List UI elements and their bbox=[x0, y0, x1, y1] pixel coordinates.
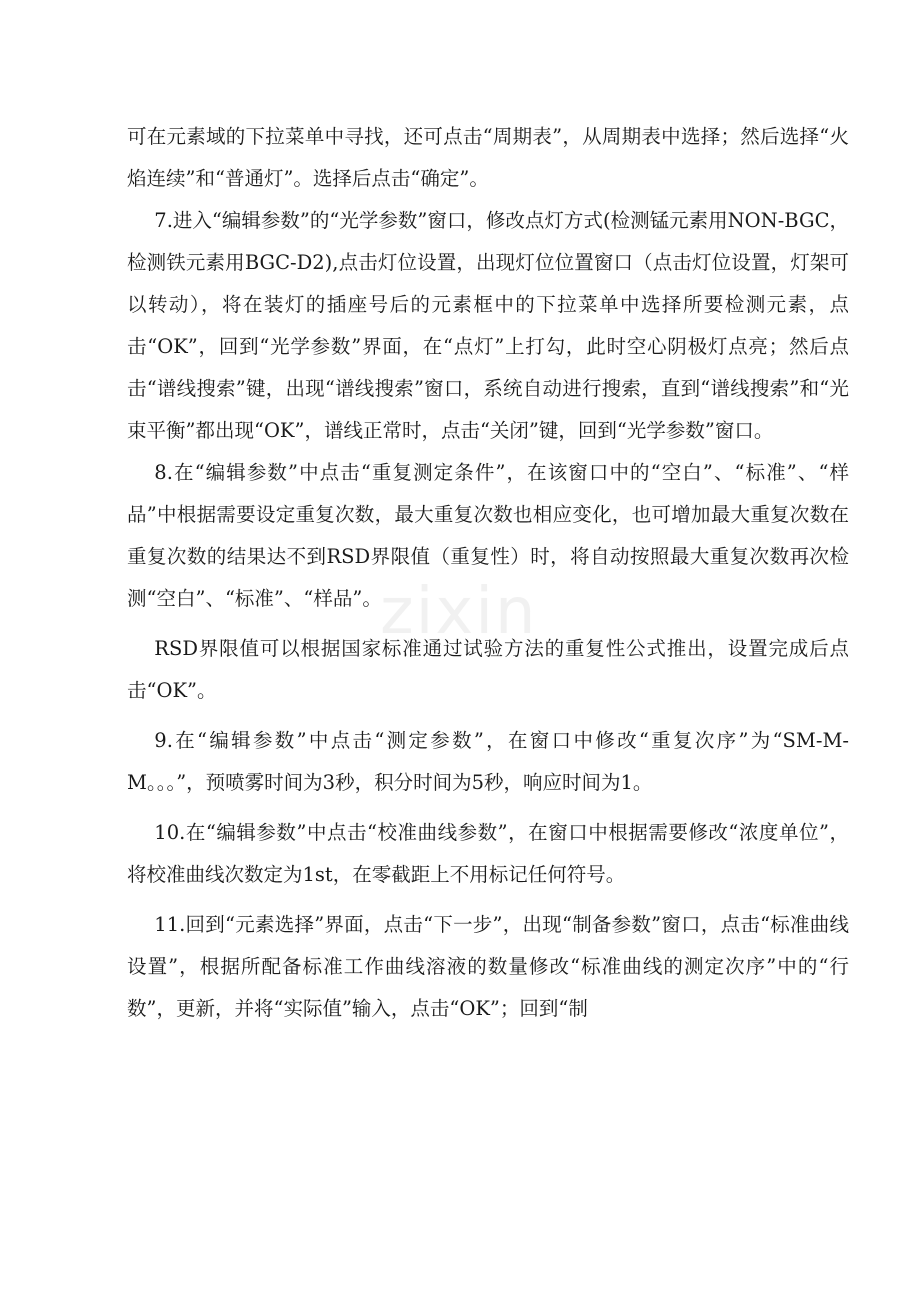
paragraph-step-10: 10.在“编辑参数”中点击“校准曲线参数”，在窗口中根据需要修改“浓度单位”，将校准曲线次数定为1st，在零截距上不用标记任何符号。 bbox=[127, 821, 849, 886]
paragraph-continuation: 可在元素域的下拉菜单中寻找，还可点击“周期表”，从周期表中选择；然后选择“火焰连续”和“普通灯”。选择后点击“确定”。 bbox=[127, 125, 849, 190]
paragraph-step-9: 9.在“编辑参数”中点击“测定参数”，在窗口中修改“重复次序”为“SM-M-M。。。”，预喷雾时间为3秒，积分时间为5秒，响应时间为1。 bbox=[127, 729, 849, 794]
paragraph-step-8: 8.在“编辑参数”中点击“重复测定条件”，在该窗口中的“空白”、“标准”、“样品”中根据需要设定重复次数，最大重复次数也相应变化，也可增加最大重复次数在重复次数的结果达不到RSD界限值（重复性）时，将自动按照最大重复次数再次检测“空白”、“标准”、“样品”。 bbox=[127, 461, 849, 610]
paragraph-step-11: 11.回到“元素选择”界面，点击“下一步”，出现“制备参数”窗口，点击“标准曲线设置”，根据所配备标准工作曲线溶液的数量修改“标准曲线的测定次序”中的“行数”，更新，并将“实际值”输入，点击“OK”；回到“制 bbox=[127, 913, 849, 1020]
document-body bbox=[127, 116, 849, 1030]
watermark-text: zixin bbox=[380, 575, 538, 649]
paragraph-step-7: 7.进入“编辑参数”的“光学参数”窗口，修改点灯方式(检测锰元素用NON-BGC，检测铁元素用BGC-D2),点击灯位设置，出现灯位位置窗口（点击灯位设置，灯架可以转动），将在装灯的插座号后的元素框中的下拉菜单中选择所要检测元素，点击“OK”，回到“光学参数”界面，在“点灯”上打勾，此时空心阴极灯点亮；然后点击“谱线搜索”键，出现“谱线搜索”窗口，系统自动进行搜索，直到“谱线搜索”和“光束平衡”都出现“OK”，谱线正常时，点击“关闭”键，回到“光学参数”窗口。 bbox=[127, 209, 849, 442]
paragraph-rsd-note: RSD界限值可以根据国家标准通过试验方法的重复性公式推出，设置完成后点击“OK”。 bbox=[127, 637, 849, 702]
